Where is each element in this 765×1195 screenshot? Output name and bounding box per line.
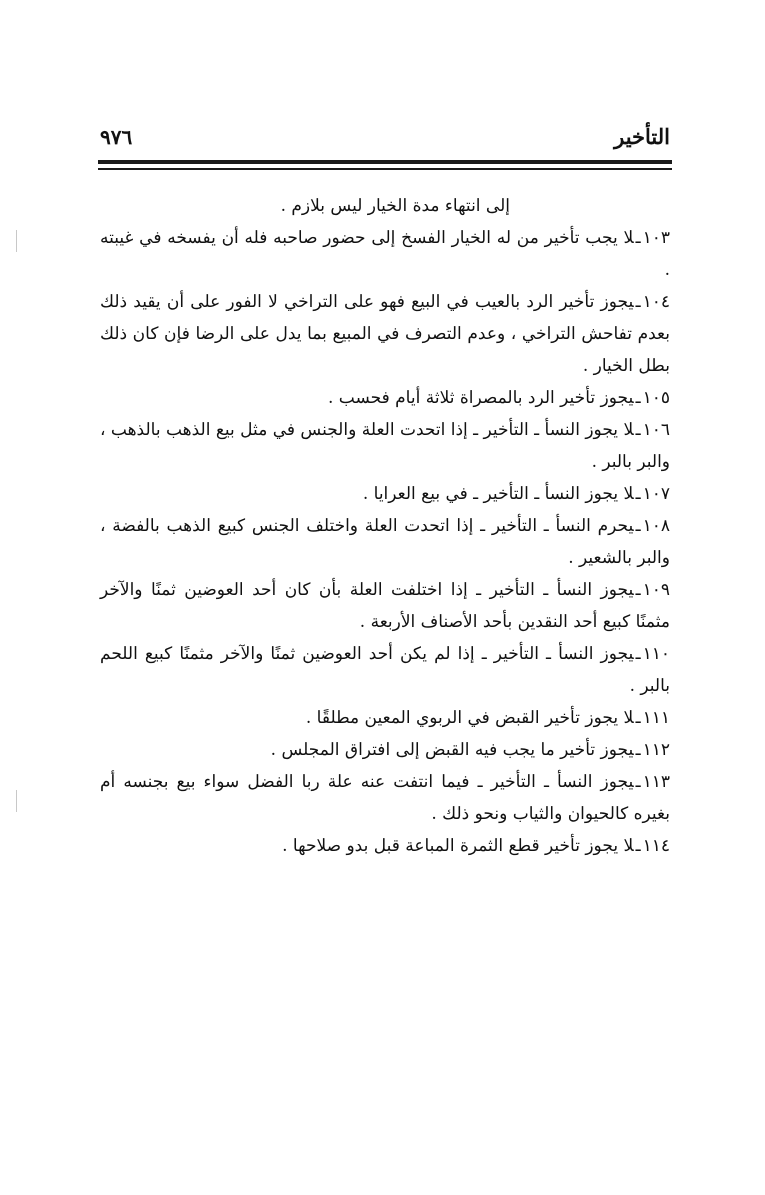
- item-dash: ـ: [635, 708, 641, 728]
- running-title: التأخير: [614, 124, 670, 149]
- item-number: ١١١: [642, 708, 670, 728]
- page-header: [100, 120, 670, 154]
- list-item: [100, 286, 670, 382]
- list-item: [100, 702, 670, 734]
- item-dash: ـ: [635, 644, 641, 664]
- item-dash: ـ: [635, 292, 641, 312]
- header-rule-thin: [98, 168, 672, 170]
- item-number: ١٠٤: [642, 292, 670, 312]
- item-number: ١١٤: [642, 836, 670, 856]
- item-text: يحرم النسأ ـ التأخير ـ إذا اتحدت العلة واختلف الجنس كبيع الذهب بالفضة ، والبر بالشعير .: [100, 516, 670, 568]
- list-item: [100, 382, 670, 414]
- item-text: لا يجوز النسأ ـ التأخير ـ في بيع العرايا .: [362, 484, 634, 504]
- item-text: لا يجوز النسأ ـ التأخير ـ إذا اتحدت العلة والجنس في مثل بيع الذهب بالذهب ، والبر بالبر .: [100, 420, 670, 472]
- item-text: يجوز تأخير الرد بالعيب في البيع فهو على التراخي لا الفور على أن يقيد ذلك بعدم تفاحش التراخي ، وعدم التصرف في المبيع بما يدل على الرضا فإن كان ذلك بطل الخيار .: [100, 292, 670, 376]
- item-dash: ـ: [635, 388, 641, 408]
- header-rule-thick: [98, 160, 672, 164]
- list-item: [100, 766, 670, 830]
- item-number: ١١٣: [642, 772, 670, 792]
- list-item: [100, 638, 670, 702]
- item-number: ١١٠: [642, 644, 670, 664]
- page-body: [100, 190, 670, 862]
- scan-margin-mark: [16, 230, 17, 252]
- list-item: [100, 830, 670, 862]
- list-item: [100, 734, 670, 766]
- page-number: ٩٧٦: [100, 125, 133, 149]
- item-dash: ـ: [635, 228, 641, 248]
- item-dash: ـ: [635, 740, 641, 760]
- item-text: يجوز النسأ ـ التأخير ـ فيما انتفت عنه علة ربا الفضل سواء بيع بجنسه أم بغيره كالحيوان والثياب ونحو ذلك .: [100, 772, 670, 824]
- list-item: [100, 222, 670, 286]
- item-text: يجوز تأخير ما يجب فيه القبض إلى افتراق المجلس .: [270, 740, 634, 760]
- list-item: [100, 414, 670, 478]
- item-number: ١٠٩: [642, 580, 670, 600]
- item-number: ١١٢: [642, 740, 670, 760]
- item-dash: ـ: [635, 484, 641, 504]
- item-dash: ـ: [635, 836, 641, 856]
- item-dash: ـ: [635, 516, 641, 536]
- item-text: يجوز النسأ ـ التأخير ـ إذا اختلفت العلة بأن كان أحد العوضين ثمنًا والآخر مثمنًا كبيع أحد النقدين بأحد الأصناف الأربعة .: [100, 580, 670, 632]
- item-dash: ـ: [635, 772, 641, 792]
- list-item: [100, 574, 670, 638]
- item-text: يجوز النسأ ـ التأخير ـ إذا لم يكن أحد العوضين ثمنًا والآخر مثمنًا كبيع اللحم بالبر .: [100, 644, 670, 696]
- item-text: لا يجوز تأخير قطع الثمرة المباعة قبل بدو صلاحها .: [282, 836, 634, 856]
- item-number: ١٠٥: [642, 388, 670, 408]
- list-item: [100, 510, 670, 574]
- item-number: ١٠٨: [642, 516, 670, 536]
- item-dash: ـ: [635, 420, 641, 440]
- scan-margin-mark: [16, 790, 17, 812]
- item-text: لا يجب تأخير من له الخيار الفسخ إلى حضور صاحبه فله أن يفسخه في غيبته .: [100, 228, 670, 280]
- item-number: ١٠٧: [642, 484, 670, 504]
- item-number: ١٠٣: [642, 228, 670, 248]
- item-text: يجوز تأخير الرد بالمصراة ثلاثة أيام فحسب .: [327, 388, 634, 408]
- item-number: ١٠٦: [642, 420, 670, 440]
- list-item: [100, 478, 670, 510]
- item-text: لا يجوز تأخير القبض في الربوي المعين مطلقًا .: [305, 708, 634, 728]
- item-dash: ـ: [635, 580, 641, 600]
- continuation-line: إلى انتهاء مدة الخيار ليس بلازم .: [280, 196, 510, 216]
